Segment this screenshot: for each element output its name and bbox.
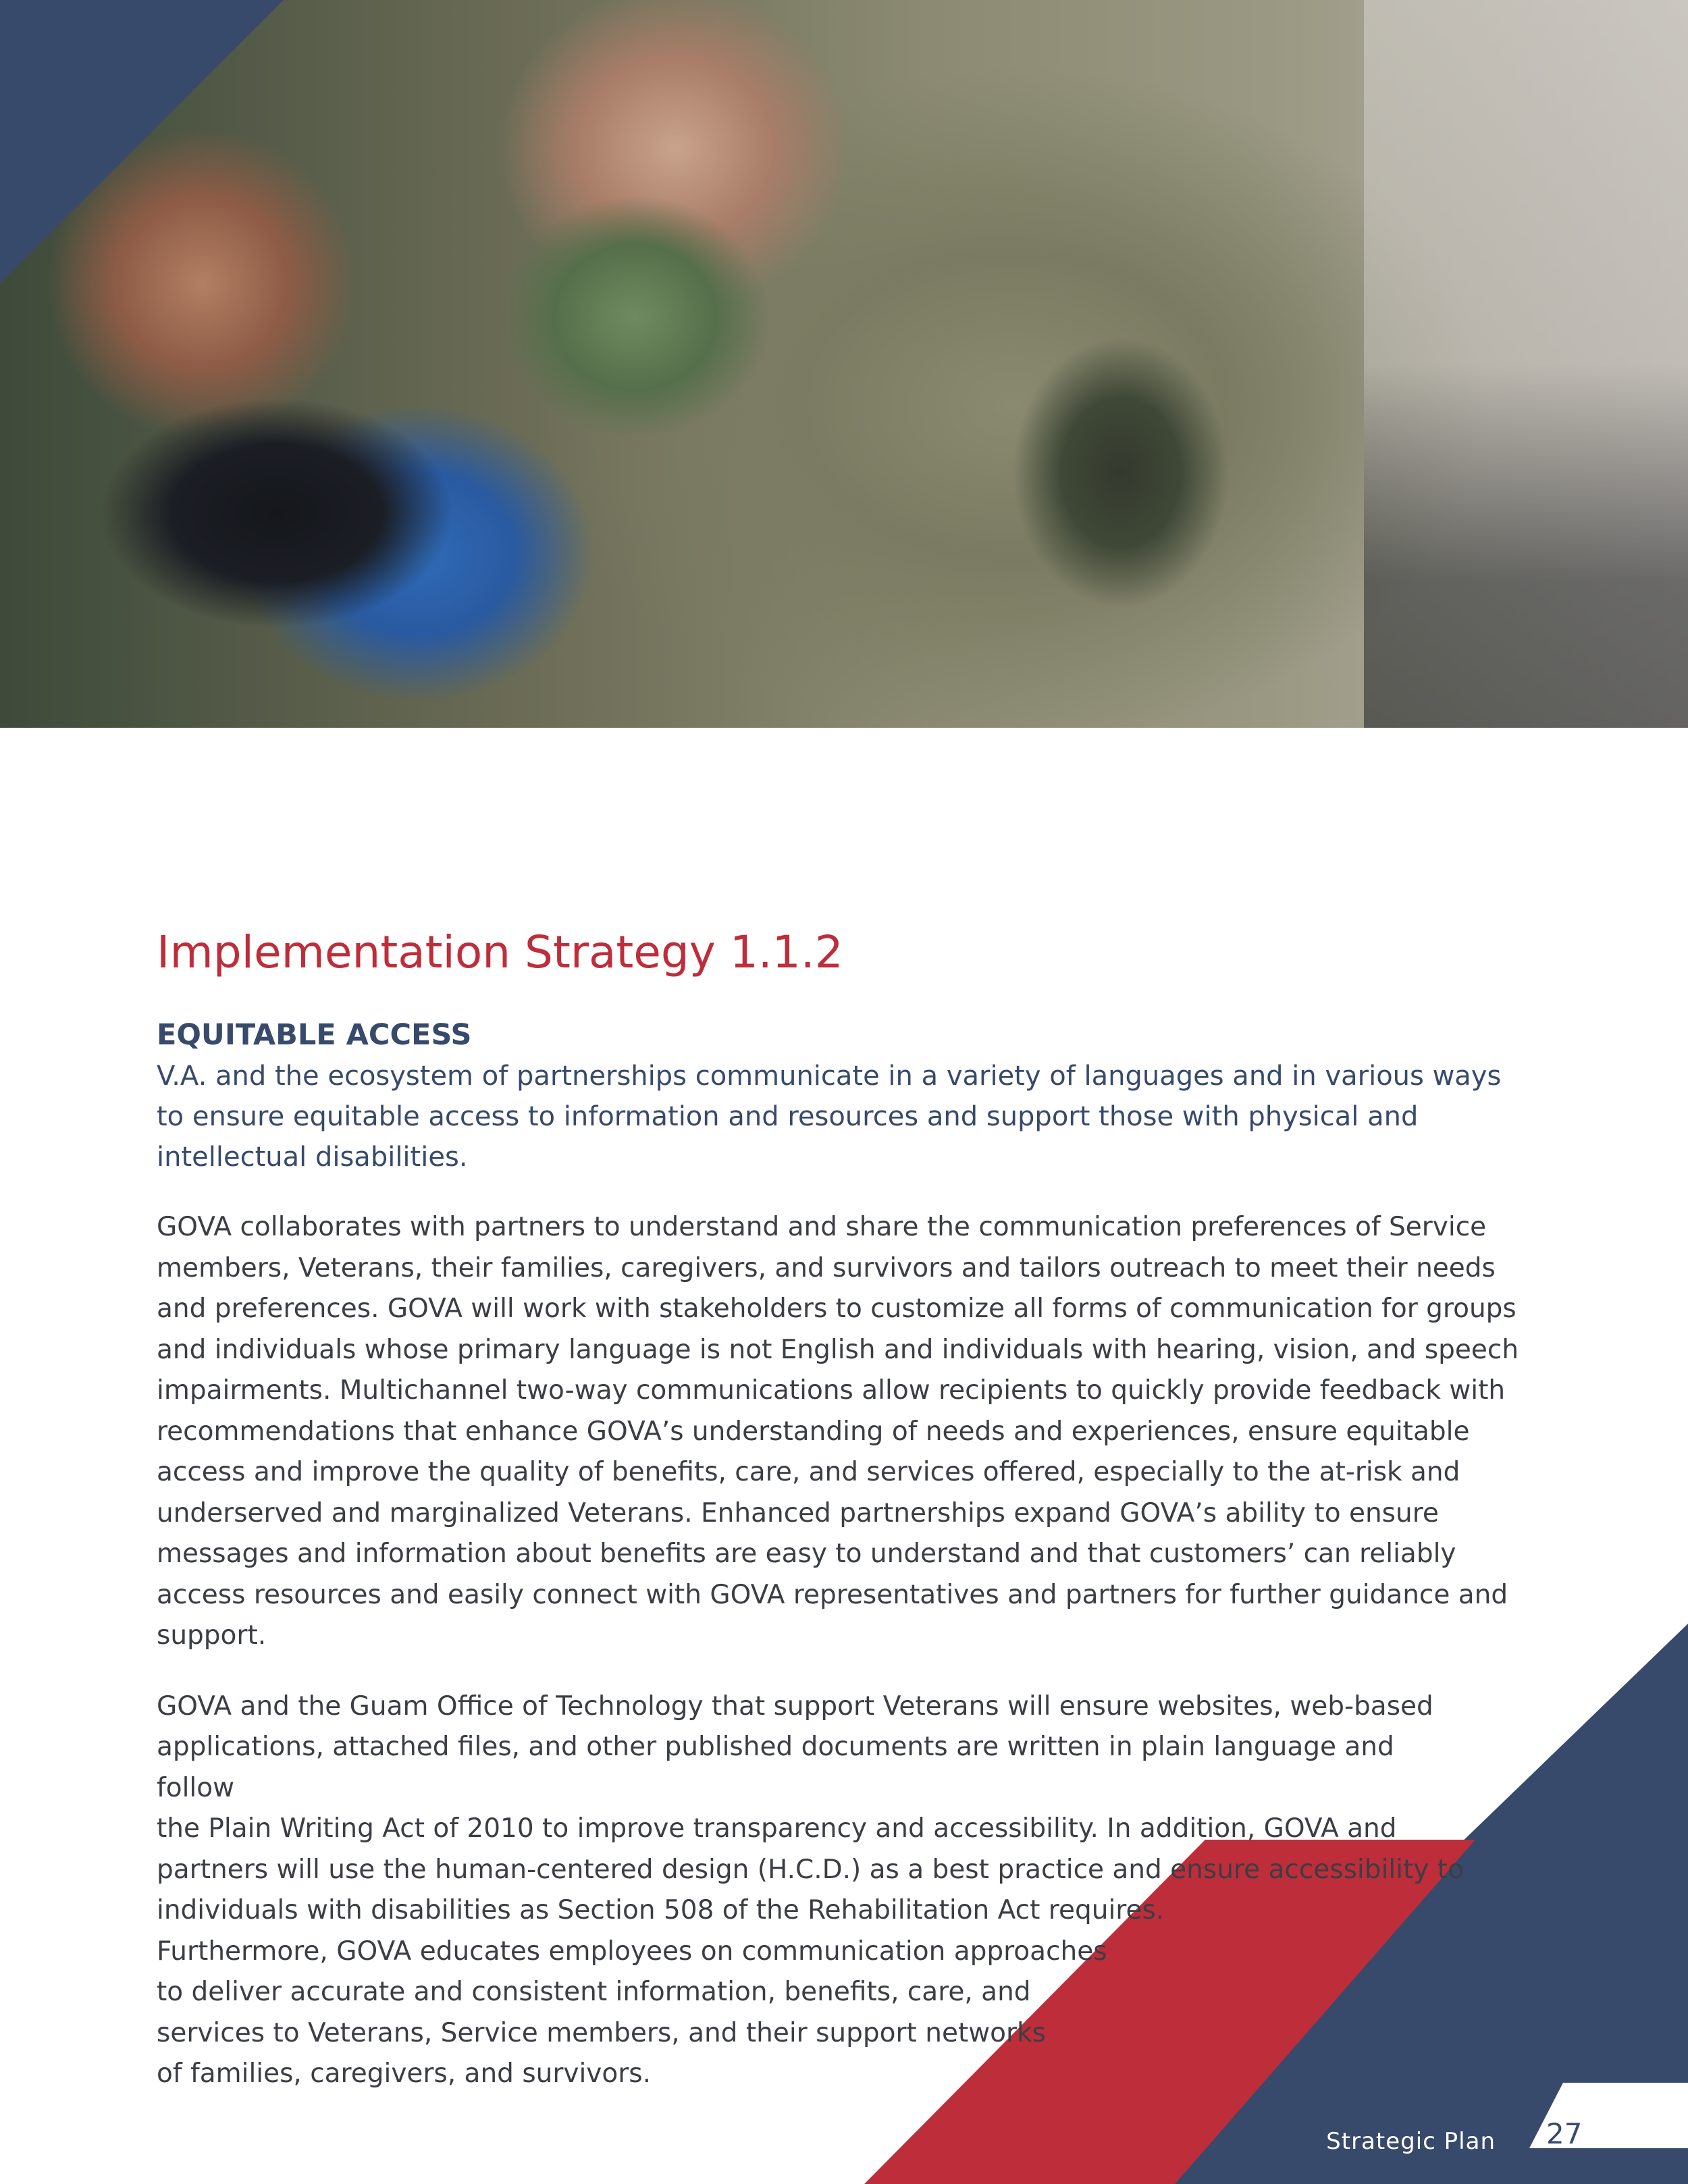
paragraph-2-line: GOVA and the Guam Office of Technology that support Veterans will ensure websites, web-based	[157, 1690, 1433, 1722]
paragraph-2-line: partners will use the human-centered design (H.C.D.) as a best practice and ensure accessibility to	[157, 1854, 1464, 1885]
body-paragraph-2	[157, 1686, 1480, 2095]
paragraph-2-line: services to Veterans, Service members, and their support networks	[157, 2017, 1046, 2048]
paragraph-2-line: of families, caregivers, and survivors.	[157, 2058, 651, 2089]
lead-paragraph: V.A. and the ecosystem of partnerships communicate in a variety of languages and in various ways to ensure equitable access to information and resources and support those with physical and intellectual disabilities.	[157, 1061, 1502, 1173]
footer-document-label: Strategic Plan	[1326, 2128, 1496, 2155]
main-content	[157, 922, 1561, 2095]
body-paragraph-1: GOVA collaborates with partners to understand and share the communication preferences of Service members, Veterans, their families, caregivers, and survivors and tailors outreach to meet their needs and preferences. GOVA will work with stakeholders to customize all forms of communication for groups and individuals whose primary language is not English and individuals with hearing, vision, and speech impairments. Multichannel two-way communications allow recipients to quickly provide feedback with recommendations that enhance GOVA’s understanding of needs and experiences, ensure equitable access and improve the quality of benefits, care, and services offered, especially to the at-risk and underserved and marginalized Veterans. Enhanced partnerships expand GOVA’s ability to ensure messages and information about benefits are easy to understand and that customers’ can reliably access resources and easily connect with GOVA representatives and partners for further guidance and support.	[157, 1212, 1519, 1651]
page-title: Implementation Strategy 1.1.2	[157, 926, 843, 978]
paragraph-2-line: to deliver accurate and consistent information, benefits, care, and	[157, 1977, 1031, 2007]
paragraph-2-line: individuals with disabilities as Section 508 of the Rehabilitation Act requires.	[157, 1895, 1165, 1925]
section-subtitle: EQUITABLE ACCESS	[157, 1018, 472, 1052]
paragraph-2-line: the Plain Writing Act of 2010 to improve transparency and accessibility. In addition, GOVA and	[157, 1813, 1397, 1844]
page-number: 27	[1546, 2117, 1583, 2150]
paragraph-2-line: applications, attached files, and other published documents are written in plain language and follow	[157, 1732, 1394, 1803]
paragraph-2-line: Furthermore, GOVA educates employees on communication approaches	[157, 1936, 1107, 1967]
